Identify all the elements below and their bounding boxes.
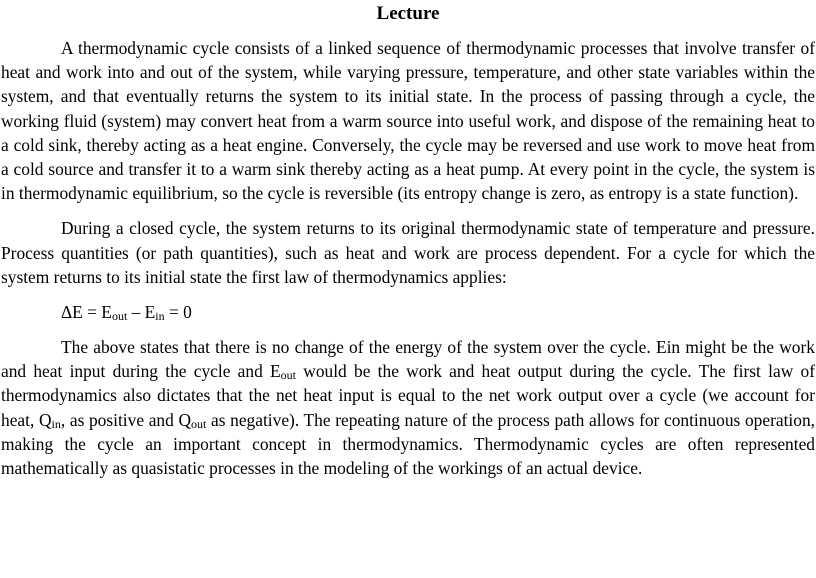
equation-lhs: ΔE = E — [61, 302, 112, 323]
page-title: Lecture — [376, 3, 440, 24]
para3-text-2: would be the work and heat output during the cycle. The first law of thermodynamics also dictates that the net heat input is equal to the net work output over a cycle (we account for heat, Q — [1, 361, 815, 430]
equation-sub-in: in — [155, 309, 165, 324]
para3-text-1: The above states that there is no change of the energy of the system over the cycle. Ein might be the work and heat input during the cycle and E — [1, 337, 815, 382]
equation-minus: – E — [127, 302, 156, 323]
para3-text-3: , as positive and Q — [60, 409, 192, 430]
para3-sub-out: out — [280, 368, 297, 383]
paragraph-cycle-definition: A thermodynamic cycle consists of a linked sequence of thermodynamic processes that involve transfer of heat and work into and out of the system, while varying pressure, temperature, and other state variables within the system, and that eventually returns the system to its initial state. In the process of passing through a cycle, the working fluid (system) may convert heat from a warm source into useful work, and dispose of the remaining heat to a cold sink, thereby acting as a heat engine. Conversely, the cycle may be reversed and use work to move heat from a cold source and transfer it to a warm sink thereby acting as a heat pump. At every point in the cycle, the system is in thermodynamic equilibrium, so the cycle is reversible (its entropy change is zero, as entropy is a state function). — [1, 38, 815, 204]
first-law-equation — [1, 300, 815, 324]
equation-sub-out: out — [111, 309, 128, 324]
equation-rhs: = 0 — [164, 302, 192, 323]
para3-sub-in: in — [51, 416, 61, 431]
paragraph-closed-cycle: During a closed cycle, the system returns to its original thermodynamic state of temperature and pressure. Process quantities (or path quantities), such as heat and work are process dependent. For a cycle for which the system returns to its initial state the first law of thermodynamics applies: — [1, 218, 815, 287]
para3-text-4: as negative). The repeating nature of the process path allows for continuous operation, making the cycle an important concept in thermodynamics. Thermodynamic cycles are often represented mathematically as quasistatic processes in the modeling of the workings of an actual device. — [1, 409, 815, 479]
paragraph-energy-change — [1, 335, 815, 480]
para3-sub-qout: out — [191, 416, 207, 431]
